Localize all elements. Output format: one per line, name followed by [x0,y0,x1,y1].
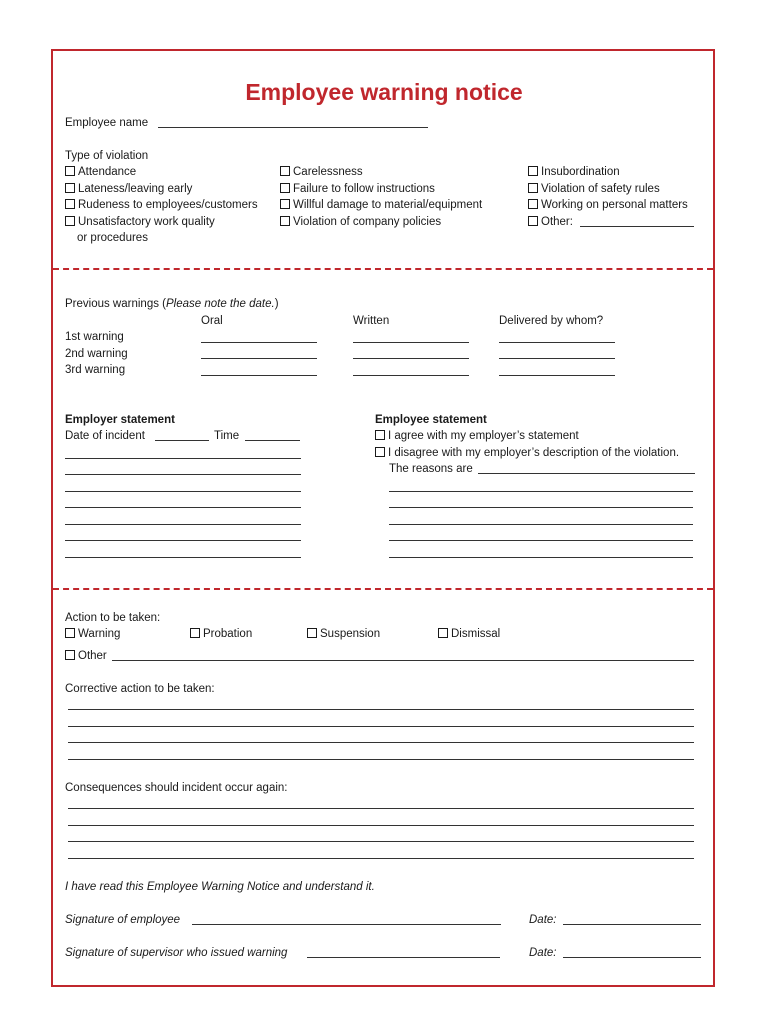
column-header-delivered-by: Delivered by whom? [499,315,604,327]
checkbox[interactable] [190,628,200,638]
violation-heading: Type of violation [65,150,149,162]
corrective-action-line[interactable] [68,726,694,727]
checkbox[interactable] [280,183,290,193]
reasons-field[interactable] [478,473,695,474]
employer-statement-line[interactable] [65,557,301,558]
corrective-action-line[interactable] [68,709,694,710]
employer-statement-line[interactable] [65,474,301,475]
warning-field[interactable] [353,358,469,359]
consequences-line[interactable] [68,808,694,809]
violation-option[interactable]: Willful damage to material/equipment [280,198,482,212]
employee-statement-heading: Employee statement [375,414,487,426]
warning-field[interactable] [353,375,469,376]
checkbox[interactable] [307,628,317,638]
checkbox[interactable] [65,628,75,638]
violation-option[interactable]: Attendance [65,165,136,179]
supervisor-date-field[interactable] [563,957,701,958]
warning-field[interactable] [499,358,615,359]
employer-statement-line[interactable] [65,491,301,492]
column-header-written: Written [353,315,390,327]
form-title: Employee warning notice [245,79,523,105]
corrective-action-line[interactable] [68,742,694,743]
checkbox[interactable] [280,216,290,226]
warning-row-label: 2nd warning [65,348,128,360]
violation-option[interactable]: Carelessness [280,165,363,179]
previous-warnings-heading: Previous warnings (Please note the date.) [65,298,279,310]
reasons-label: The reasons are [389,463,473,475]
checkbox[interactable] [280,166,290,176]
action-option-other[interactable]: Other [65,649,107,663]
employee-date-label: Date: [529,914,557,926]
employer-statement-line[interactable] [65,458,301,459]
checkbox[interactable] [375,430,385,440]
employee-statement-line[interactable] [389,557,693,558]
violation-option[interactable]: Other: [528,215,573,229]
employee-name-label: Employee name [65,117,149,129]
employee-statement-line[interactable] [389,491,693,492]
checkbox[interactable] [65,166,75,176]
checkbox[interactable] [65,216,75,226]
employee-statement-line[interactable] [389,540,693,541]
violation-option[interactable]: Working on personal matters [528,198,688,212]
other-violation-field[interactable] [580,226,694,227]
violation-option[interactable]: Lateness/leaving early [65,182,192,196]
checkbox[interactable] [528,183,538,193]
violation-option-continuation: or procedures [77,232,148,244]
supervisor-signature-field[interactable] [307,957,500,958]
employer-statement-line[interactable] [65,524,301,525]
supervisor-signature-label: Signature of supervisor who issued warning [65,947,288,959]
corrective-action-line[interactable] [68,759,694,760]
consequences-line[interactable] [68,841,694,842]
acknowledgement-text: I have read this Employee Warning Notice and understand it. [65,881,375,893]
consequences-line[interactable] [68,825,694,826]
column-header-oral: Oral [201,315,223,327]
action-option-suspension[interactable]: Suspension [307,627,380,641]
checkbox[interactable] [375,447,385,457]
section-divider [53,588,713,590]
checkbox[interactable] [280,199,290,209]
date-of-incident-field[interactable] [155,440,209,441]
action-option-dismissal[interactable]: Dismissal [438,627,500,641]
warning-field[interactable] [201,342,317,343]
checkbox[interactable] [528,166,538,176]
employee-date-field[interactable] [563,924,701,925]
time-label: Time [214,430,240,442]
employee-statement-line[interactable] [389,507,693,508]
violation-option[interactable]: Unsatisfactory work quality [65,215,215,229]
warning-field[interactable] [201,375,317,376]
employee-name-field[interactable] [158,127,428,128]
other-action-field[interactable] [112,660,694,661]
date-of-incident-label: Date of incident [65,430,145,442]
warning-field[interactable] [499,375,615,376]
action-heading: Action to be taken: [65,612,161,624]
time-field[interactable] [245,440,300,441]
checkbox[interactable] [528,216,538,226]
consequences-label: Consequences should incident occur again: [65,782,288,794]
disagree-option[interactable]: I disagree with my employer’s description of the violation. [375,446,679,460]
corrective-action-label: Corrective action to be taken: [65,683,215,695]
employee-signature-label: Signature of employee [65,914,181,926]
checkbox[interactable] [438,628,448,638]
agree-option[interactable]: I agree with my employer’s statement [375,429,579,443]
consequences-line[interactable] [68,858,694,859]
warning-field[interactable] [353,342,469,343]
employee-signature-field[interactable] [192,924,501,925]
checkbox[interactable] [65,199,75,209]
employer-statement-line[interactable] [65,540,301,541]
employee-statement-line[interactable] [389,524,693,525]
violation-option[interactable]: Violation of safety rules [528,182,660,196]
checkbox[interactable] [65,650,75,660]
warning-field[interactable] [201,358,317,359]
warning-field[interactable] [499,342,615,343]
action-option-probation[interactable]: Probation [190,627,252,641]
section-divider [53,268,713,270]
warning-row-label: 1st warning [65,331,124,343]
violation-option[interactable]: Insubordination [528,165,620,179]
supervisor-date-label: Date: [529,947,557,959]
employer-statement-heading: Employer statement [65,414,175,426]
warning-row-label: 3rd warning [65,364,126,376]
checkbox[interactable] [528,199,538,209]
violation-option[interactable]: Rudeness to employees/customers [65,198,258,212]
action-option-warning[interactable]: Warning [65,627,120,641]
checkbox[interactable] [65,183,75,193]
violation-option[interactable]: Violation of company policies [280,215,441,229]
employer-statement-line[interactable] [65,507,301,508]
violation-option[interactable]: Failure to follow instructions [280,182,435,196]
